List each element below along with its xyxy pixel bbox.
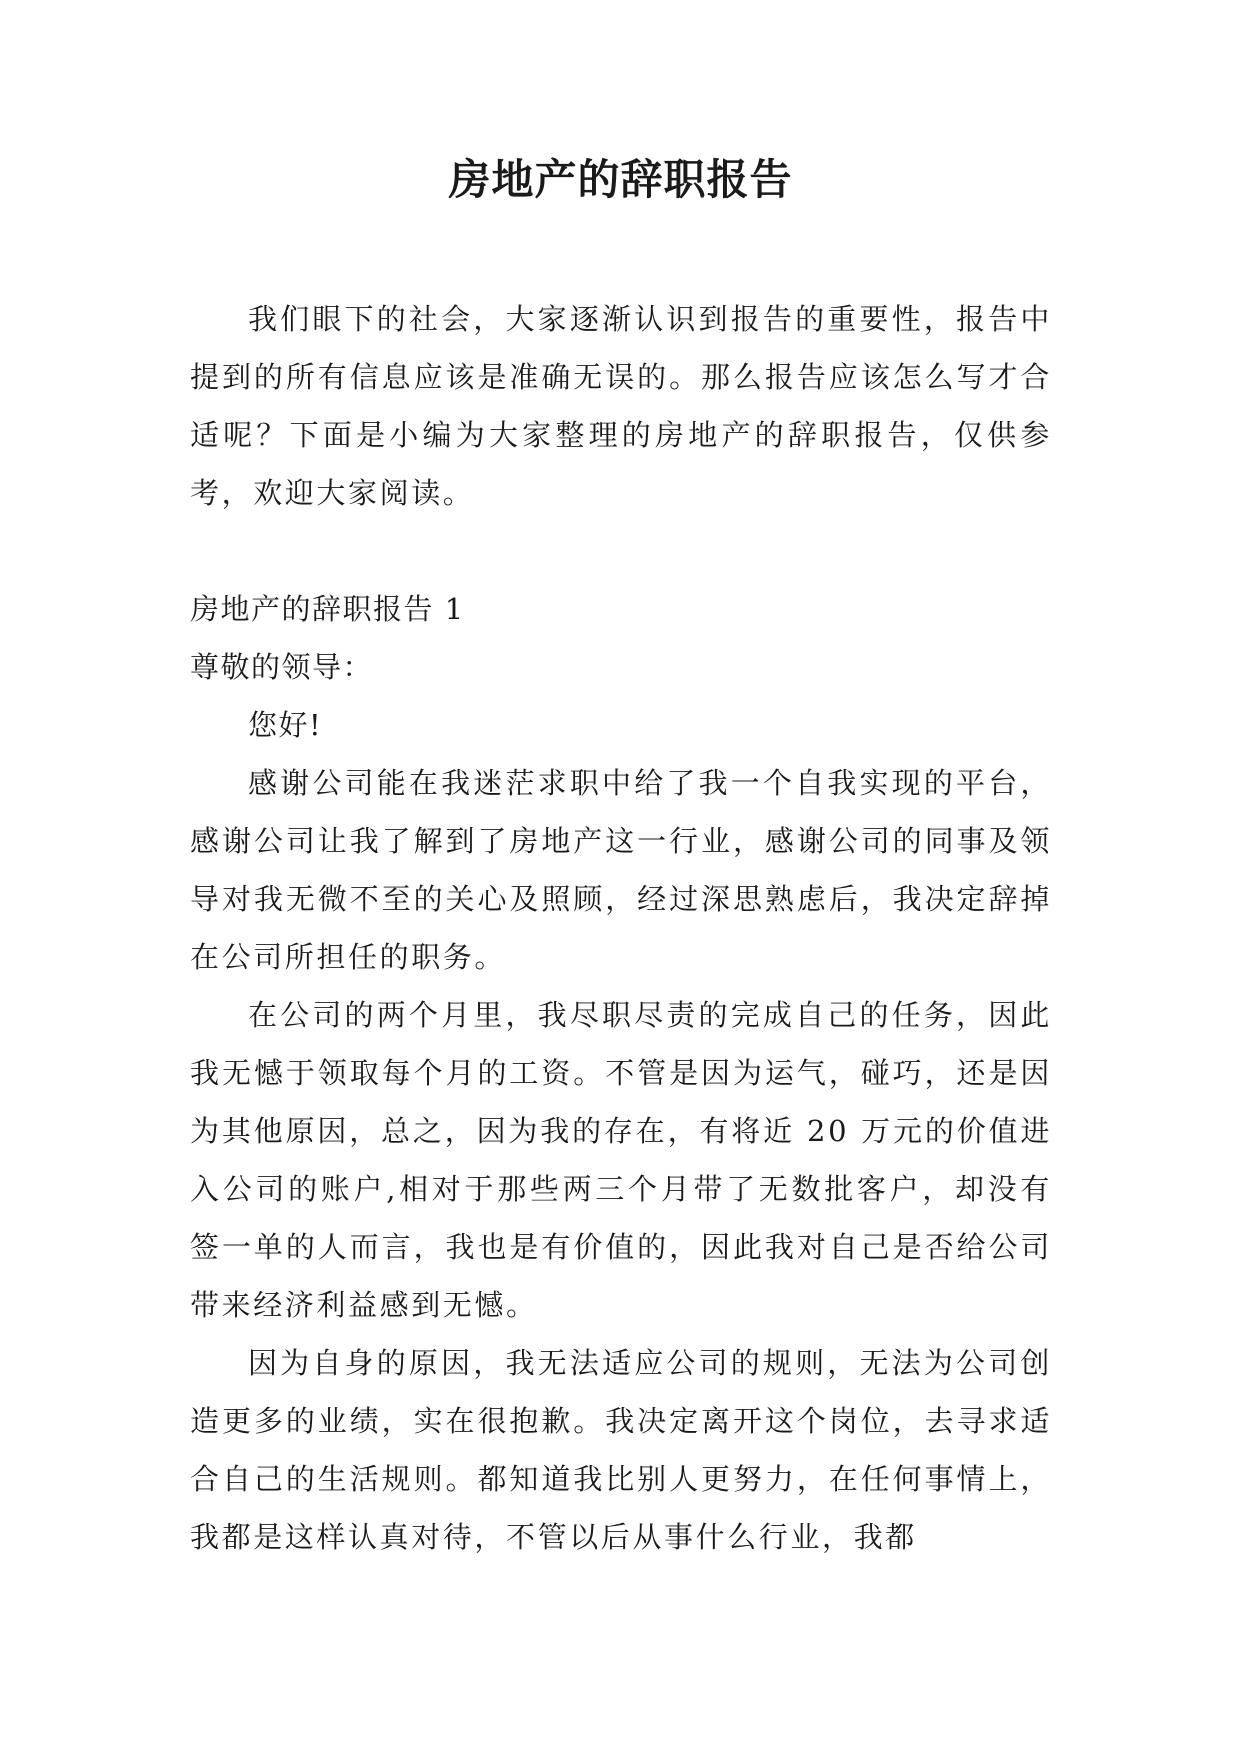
- greeting: 您好!: [248, 708, 323, 742]
- intro-paragraph: 我们眼下的社会，大家逐渐认识到报告的重要性，报告中提到的所有信息应该是准确无误的。那么报告应该怎么写才合适呢？下面是小编为大家整理的房地产的辞职报告，仅供参考，欢迎大家阅读。: [190, 302, 1052, 510]
- section-heading: 房地产的辞职报告 1: [190, 592, 465, 626]
- body-paragraph-1: 感谢公司能在我迷茫求职中给了我一个自我实现的平台，感谢公司让我了解到了房地产这一行业，感谢公司的同事及领导对我无微不至的关心及照顾，经过深思熟虑后，我决定辞掉在公司所担任的职务。: [190, 766, 1052, 974]
- paragraph-spacer: [190, 522, 1052, 580]
- body-paragraph-2: 在公司的两个月里，我尽职尽责的完成自己的任务，因此我无憾于领取每个月的工资。不管是因为运气，碰巧，还是因为其他原因，总之，因为我的存在，有将近 20 万元的价值进入公司的账户,相对于那些两三个月带了无数批客户，却没有签一单的人而言，我也是有价值的，因此我对自己是否给公司带来经济利益感到无憾。: [190, 998, 1052, 1322]
- document-body: [190, 290, 1052, 1566]
- salutation: 尊敬的领导：: [190, 650, 374, 684]
- body-paragraph-3: 因为自身的原因，我无法适应公司的规则，无法为公司创造更多的业绩，实在很抱歉。我决定离开这个岗位，去寻求适合自己的生活规则。都知道我比别人更努力，在任何事情上，我都是这样认真对待，不管以后从事什么行业，我都: [190, 1346, 1052, 1554]
- document-title: 房地产的辞职报告: [448, 155, 793, 204]
